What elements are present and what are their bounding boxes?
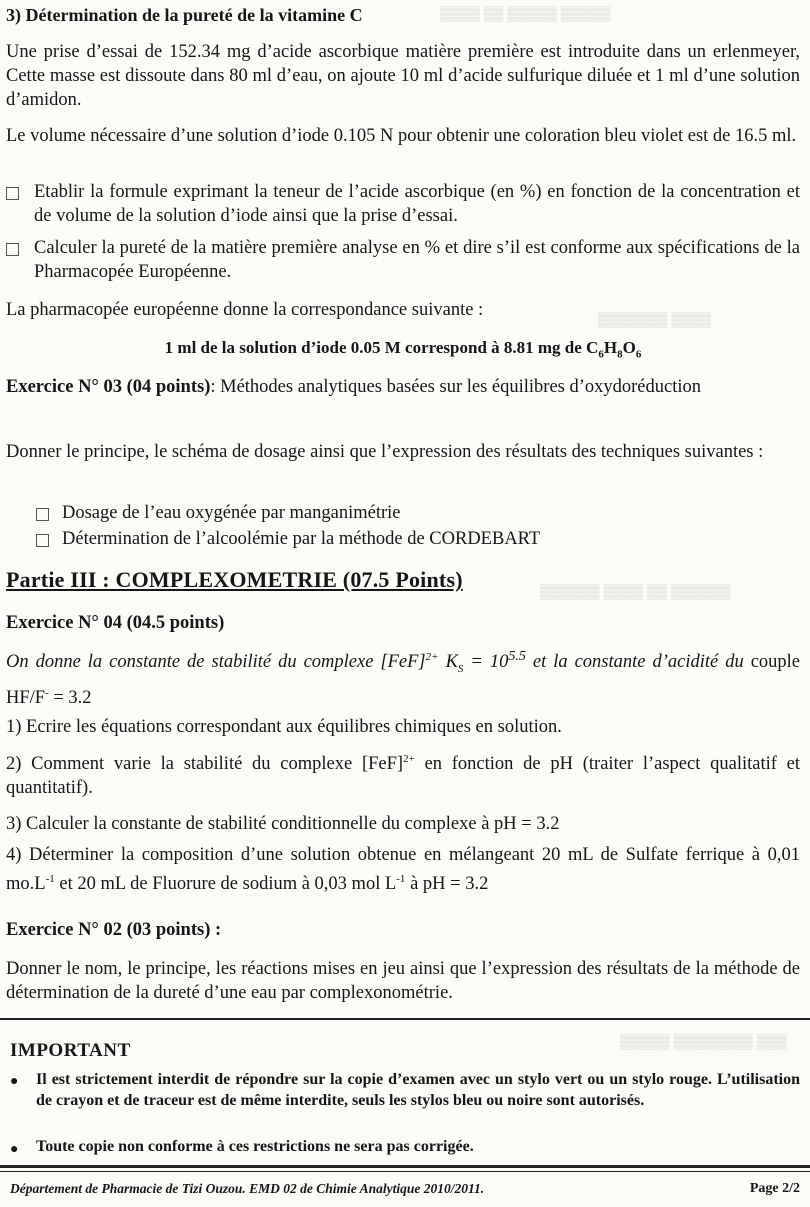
- q4-text-a: 4) Déterminer la composition d’une solution obtenue en mélangeant 20 mL de Sulfate ferrique à 0,01 mo.L: [6, 845, 800, 895]
- bullet-dot-icon: ●: [10, 1142, 19, 1157]
- bleed-through-text: ▒▒▒▒▒▒▒ ▒▒▒▒: [598, 311, 711, 327]
- intro-ks-sub: S: [457, 662, 464, 675]
- divider-rule: [0, 1018, 810, 1020]
- important-title: IMPORTANT: [10, 1040, 131, 1061]
- checkbox-bullet-icon: [36, 531, 49, 555]
- intro-text-c: = 10: [463, 652, 509, 673]
- section-3-title: 3) Détermination de la pureté de la vitamine C: [6, 5, 363, 25]
- exercice-03-heading: [6, 375, 800, 399]
- intro-charge-sup: 2+: [425, 651, 439, 663]
- exercice-04-question-4: [6, 843, 800, 896]
- intro-text-a: On donne la constante de stabilité du complexe [FeF]: [6, 652, 426, 673]
- exercice-03-item-1: Dosage de l’eau oxygénée par manganimétrie: [62, 503, 401, 523]
- exercice-03-title: Exercice N° 03 (04 points): [6, 377, 211, 397]
- section-3-paragraph-3: La pharmacopée européenne donne la correspondance suivante :: [6, 300, 484, 320]
- checkbox-bullet-icon: [6, 240, 19, 264]
- intro-text-d: et la constante d’acidité du: [525, 652, 744, 673]
- exercice-02-title: Exercice N° 02 (03 points) :: [6, 920, 222, 940]
- footer-page-number: Page 2/2: [749, 1181, 800, 1196]
- bleed-through-text: ▒▒▒▒▒ ▒▒▒▒▒▒▒▒ ▒▒▒: [620, 1033, 787, 1049]
- exercice-03-paragraph: Donner le principe, le schéma de dosage ainsi que l’expression des résultats des techniques suivantes :: [6, 442, 764, 462]
- q4-text-b: et 20 mL de Fluorure de sodium à 0,03 mol L: [54, 874, 397, 895]
- section-3-bullet-1: Etablir la formule exprimant la teneur de l’acide ascorbique (en %) en fonction de la concentration et de volume de la solution d’iode ainsi que la prise d’essai.: [34, 182, 800, 226]
- important-item-1: Il est strictement interdit de répondre sur la copie d’examen avec un stylo vert ou un stylo rouge. L’utilisation de crayon et de traceur est de même interdite, seuls les stylos bleu ou noire sont autorisés.: [36, 1071, 800, 1109]
- checkbox-bullet-icon: [36, 505, 49, 529]
- intro-minus-sup: -: [45, 686, 49, 699]
- q4-text-c: à pH = 3.2: [405, 874, 489, 895]
- section-3-paragraph-1: Une prise d’essai de 152.34 mg d’acide ascorbique matière première est introduite dans un erlenmeyer, Cette masse est dissoute dans 80 ml d’eau, on ajoute 10 ml d’acide sulfurique diluée et 1 ml d’une solution d’amidon.: [6, 42, 800, 110]
- exercice-04-intro: [6, 645, 800, 710]
- bleed-through-text: ▒▒▒▒▒▒ ▒▒▒▒ ▒▒ ▒▒▒▒▒▒: [540, 583, 731, 599]
- q2-charge-sup: 2+: [403, 753, 415, 765]
- correspondence-line: [6, 336, 800, 366]
- formula-h-subscript: 8: [617, 348, 623, 361]
- bleed-through-text: ▒▒▒▒ ▒▒ ▒▒▒▒▒ ▒▒▒▒▒: [440, 5, 611, 21]
- exercice-04-question-2: [6, 747, 800, 800]
- exercice-04-title: Exercice N° 04 (04.5 points): [6, 613, 225, 633]
- exercice-03-item-2: Détermination de l’alcoolémie par la méthode de CORDEBART: [62, 529, 541, 549]
- intro-exponent-sup: 5.5: [508, 649, 526, 664]
- intro-text-f: = 3.2: [48, 688, 92, 708]
- footer-left: Département de Pharmacie de Tizi Ouzou. EMD 02 de Chimie Analytique 2010/2011.: [10, 1181, 485, 1196]
- exercice-04-question-1: 1) Ecrire les équations correspondant aux équilibres chimiques en solution.: [6, 717, 562, 737]
- bullet-dot-icon: ●: [10, 1074, 19, 1089]
- exercice-02-paragraph: Donner le nom, le principe, les réactions mises en jeu ainsi que l’expression des résultats de la méthode de détermination de la dureté d’une eau par complexonométrie.: [6, 959, 800, 1003]
- intro-text-e: couple HF/F: [6, 652, 801, 708]
- formula-c-subscript: 6: [598, 348, 604, 361]
- section-3-paragraph-2: Le volume nécessaire d’une solution d’iode 0.105 N pour obtenir une coloration bleu violet est de 16.5 ml.: [6, 126, 797, 146]
- formula-h: H: [603, 338, 618, 357]
- section-3-bullet-2: Calculer la pureté de la matière première analyse en % et dire s’il est conforme aux spécifications de la Pharmacopée Européenne.: [34, 238, 800, 282]
- footer-rule-thin: [0, 1171, 810, 1172]
- intro-text-b: K: [438, 652, 458, 673]
- exercice-04-question-3: 3) Calculer la constante de stabilité conditionnelle du complexe à pH = 3.2: [6, 814, 560, 834]
- q4-sup-1: -1: [45, 873, 55, 885]
- important-item-2: Toute copie non conforme à ces restrictions ne sera pas corrigée.: [36, 1138, 474, 1155]
- exercice-03-subtitle: : Méthodes analytiques basées sur les équilibres d’oxydoréduction: [210, 377, 702, 397]
- q2-text-b: en fonction de pH (traiter l’aspect qualitatif et quantitatif).: [6, 754, 800, 799]
- formula-o-subscript: 6: [635, 348, 642, 361]
- partie-3-title: Partie III : COMPLEXOMETRIE (07.5 Points): [6, 567, 463, 592]
- formula-o: O: [622, 338, 636, 357]
- q2-text-a: 2) Comment varie la stabilité du complexe [FeF]: [6, 754, 404, 775]
- q4-sup-2: -1: [396, 873, 406, 885]
- footer-rule-thick: [0, 1165, 810, 1168]
- correspondence-text: 1 ml de la solution d’iode 0.05 M correspond à 8.81 mg de C: [164, 338, 599, 357]
- checkbox-bullet-icon: [6, 184, 19, 208]
